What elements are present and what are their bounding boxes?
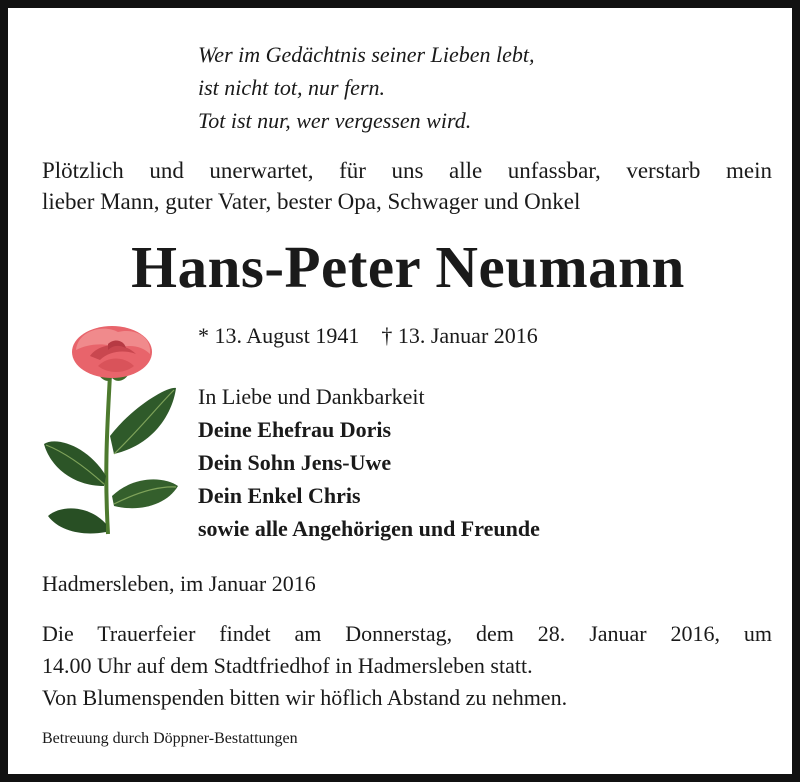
death-announcement [42,155,772,217]
birth-date: * 13. August 1941 [198,323,360,348]
mourner-entry: Deine Ehefrau Doris [198,417,392,442]
mourner-entry: Dein Enkel Chris [198,483,361,508]
poem-line: ist nicht tot, nur fern. [198,75,385,100]
service-line: Die Trauerfeier findet am Donnerstag, dem 28. Januar 2016, um [42,621,772,646]
announcement-line: Plötzlich und unerwartet, für uns alle unfassbar, verstarb mein [42,158,772,183]
service-line: Von Blumenspenden bitten wir höflich Abstand zu nehmen. [42,685,568,710]
life-dates [198,322,538,350]
rose-icon [38,326,193,538]
death-date: † 13. Januar 2016 [381,323,538,348]
service-line: 14.00 Uhr auf dem Stadtfriedhof in Hadmersleben statt. [42,653,533,678]
undertaker-credit: Betreuung durch Döppner-Bestattungen [42,730,298,747]
place-date: Hadmersleben, im Januar 2016 [42,571,316,596]
mourners-intro: In Liebe und Dankbarkeit [198,384,425,409]
announcement-line: lieber Mann, guter Vater, bester Opa, Schwager und Onkel [42,189,581,214]
poem-line: Wer im Gedächtnis seiner Lieben lebt, [198,42,535,67]
deceased-name: Hans-Peter Neumann [131,234,685,300]
mourner-entry: Dein Sohn Jens-Uwe [198,450,392,475]
funeral-service-info [42,618,772,714]
mourners-list [198,380,540,545]
mourner-entry: sowie alle Angehörigen und Freunde [198,516,540,541]
poem-line: Tot ist nur, wer vergessen wird. [198,108,472,133]
memorial-poem [198,38,534,137]
